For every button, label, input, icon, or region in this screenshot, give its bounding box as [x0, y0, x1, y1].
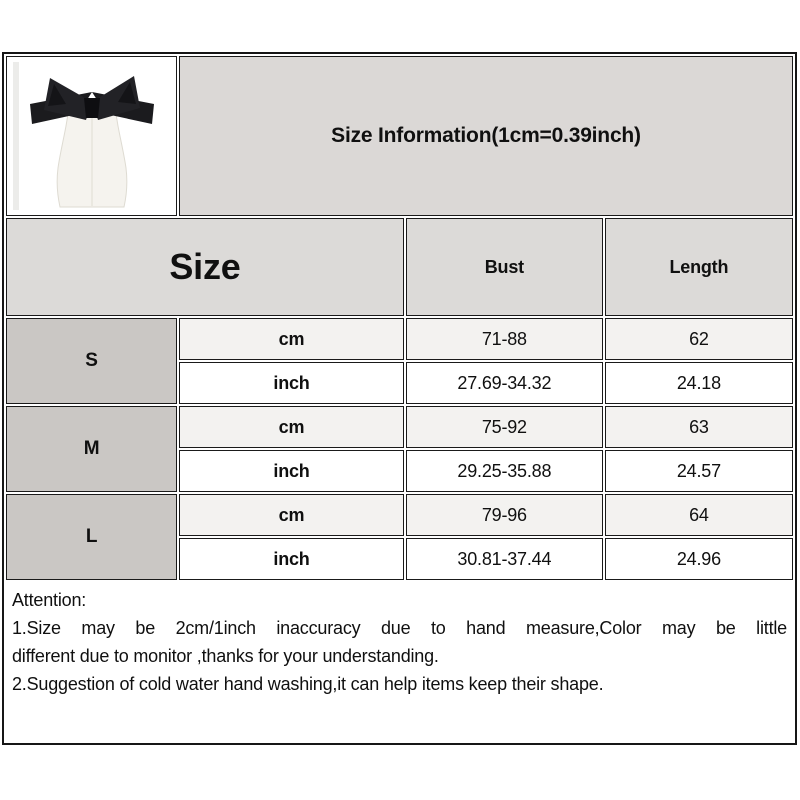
product-photo-cell: [6, 56, 177, 216]
size-chart-box: [2, 52, 797, 745]
length-value: 63: [605, 406, 793, 448]
bust-value: 29.25-35.88: [406, 450, 603, 492]
length-value: 62: [605, 318, 793, 360]
size-table: [4, 54, 795, 582]
size-info-title-cell: [179, 56, 793, 216]
length-value: 24.96: [605, 538, 793, 580]
table-row-l-cm: [6, 494, 793, 536]
size-label-s: S: [6, 318, 177, 404]
unit-cell: cm: [179, 494, 404, 536]
unit-cell: inch: [179, 450, 404, 492]
attention-note-line: 1.Size may be 2cm/1inch inaccuracy due to hand measure,Color may be little: [12, 618, 787, 638]
length-value: 64: [605, 494, 793, 536]
table-header-row: [6, 218, 793, 316]
unit-cell: inch: [179, 538, 404, 580]
table-row-s-cm: [6, 318, 793, 360]
header-length: Length: [605, 218, 793, 316]
dress-product-image: [8, 58, 176, 214]
unit-cell: cm: [179, 406, 404, 448]
table-row: [6, 56, 793, 216]
bust-value: 71-88: [406, 318, 603, 360]
size-label-m: M: [6, 406, 177, 492]
length-value: 24.18: [605, 362, 793, 404]
header-bust: Bust: [406, 218, 603, 316]
photo-edge-shade: [13, 62, 19, 210]
header-size: Size: [6, 218, 404, 316]
bust-value: 75-92: [406, 406, 603, 448]
length-value: 24.57: [605, 450, 793, 492]
attention-note-line: different due to monitor ,thanks for your understanding.: [12, 646, 439, 666]
unit-cell: cm: [179, 318, 404, 360]
unit-cell: inch: [179, 362, 404, 404]
bust-value: 30.81-37.44: [406, 538, 603, 580]
attention-heading: Attention:: [12, 590, 87, 610]
bust-value: 79-96: [406, 494, 603, 536]
table-row-m-cm: [6, 406, 793, 448]
size-info-title: Size Information(1cm=0.39inch): [331, 124, 641, 147]
bust-value: 27.69-34.32: [406, 362, 603, 404]
attention-section: [4, 582, 795, 698]
size-label-l: L: [6, 494, 177, 580]
attention-note-line: 2.Suggestion of cold water hand washing,it can help items keep their shape.: [12, 674, 604, 694]
